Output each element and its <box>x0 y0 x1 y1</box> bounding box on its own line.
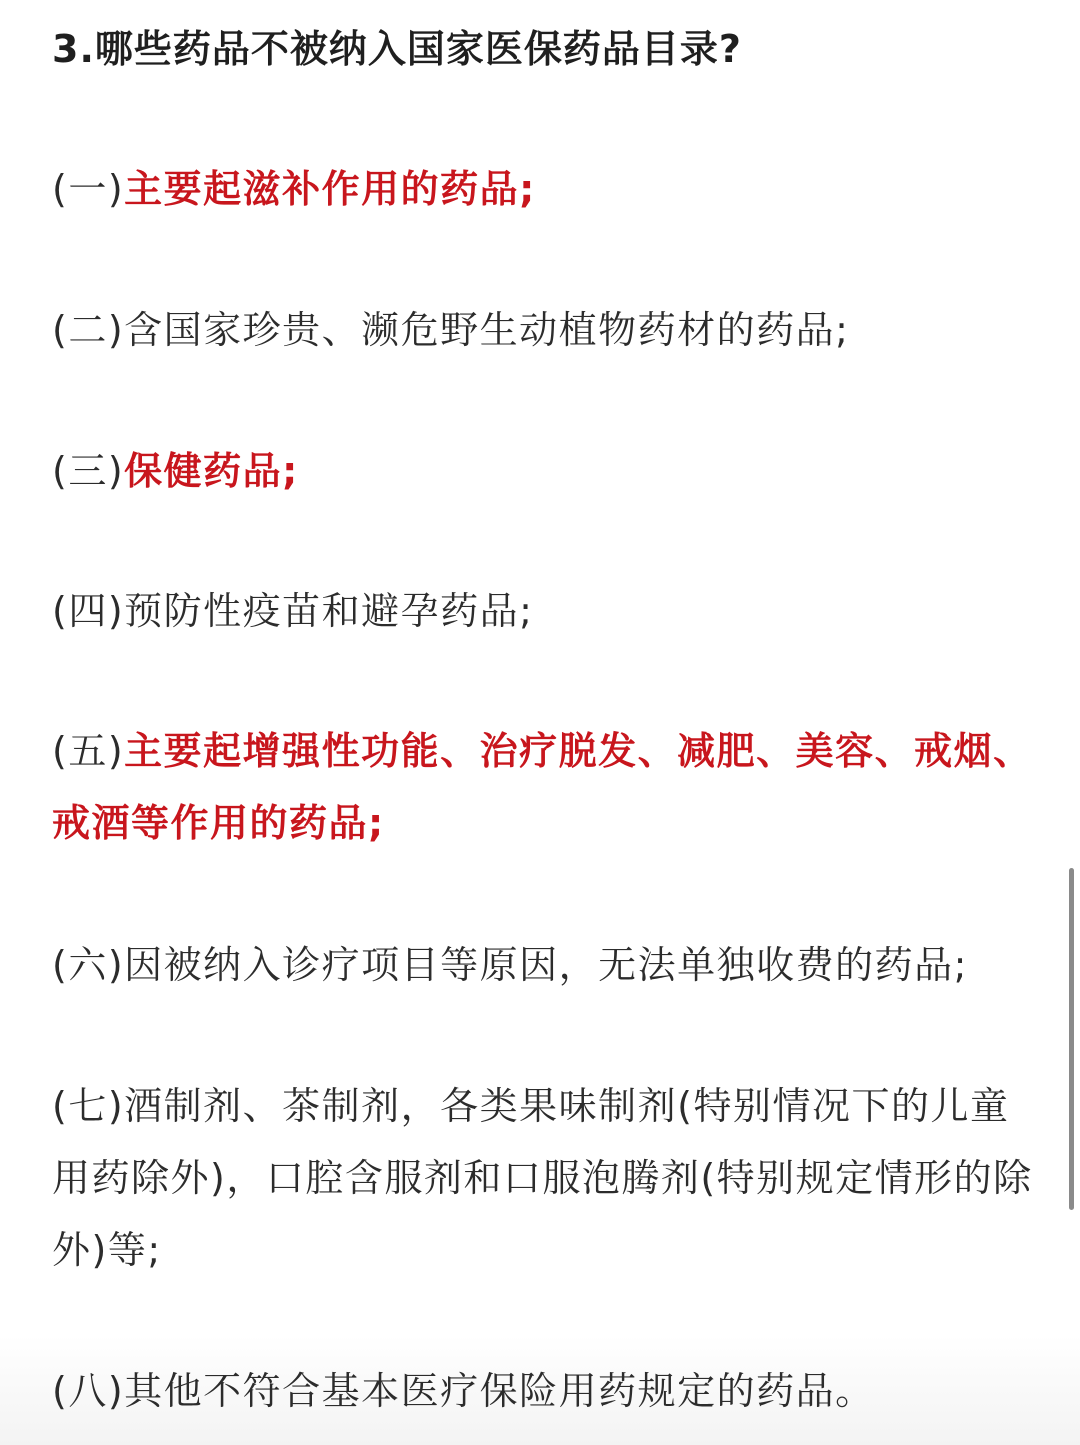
item-text: 其他不符合基本医疗保险用药规定的药品。 <box>124 1369 875 1413</box>
item-marker: (五) <box>52 729 125 773</box>
item-marker: (一) <box>52 167 125 211</box>
vertical-scrollbar[interactable] <box>1069 868 1074 1210</box>
item-text: 主要起增强性功能、治疗脱发、减肥、美容、戒烟、戒酒等作用的药品; <box>52 729 1033 845</box>
item-marker: (八) <box>52 1369 125 1413</box>
item-text: 主要起滋补作用的药品; <box>124 167 536 211</box>
item-text: 预防性疫苗和避孕药品; <box>124 589 534 633</box>
list-item-6 <box>52 929 1037 1001</box>
item-marker: (六) <box>52 943 125 987</box>
page-title: 3.哪些药品不被纳入国家医保药品目录? <box>52 27 742 71</box>
list-item-4 <box>52 575 1037 647</box>
item-text: 保健药品; <box>124 449 299 493</box>
item-text: 酒制剂、茶制剂，各类果味制剂(特别情况下的儿童用药除外)，口腔含服剂和口服泡腾剂(特别规定情形的除外)等; <box>52 1084 1033 1272</box>
item-marker: (四) <box>52 589 125 633</box>
list-item-1 <box>52 153 1037 225</box>
list-item-8 <box>52 1355 1037 1427</box>
list-item-7 <box>52 1070 1037 1286</box>
item-marker: (三) <box>52 449 125 493</box>
item-text: 因被纳入诊疗项目等原因，无法单独收费的药品; <box>124 943 968 987</box>
list-item-2 <box>52 294 1037 366</box>
item-marker: (七) <box>52 1084 125 1128</box>
item-text: 含国家珍贵、濒危野生动植物药材的药品; <box>124 308 850 352</box>
item-marker: (二) <box>52 308 125 352</box>
list-item-3 <box>52 435 1037 507</box>
list-item-5 <box>52 715 1037 859</box>
